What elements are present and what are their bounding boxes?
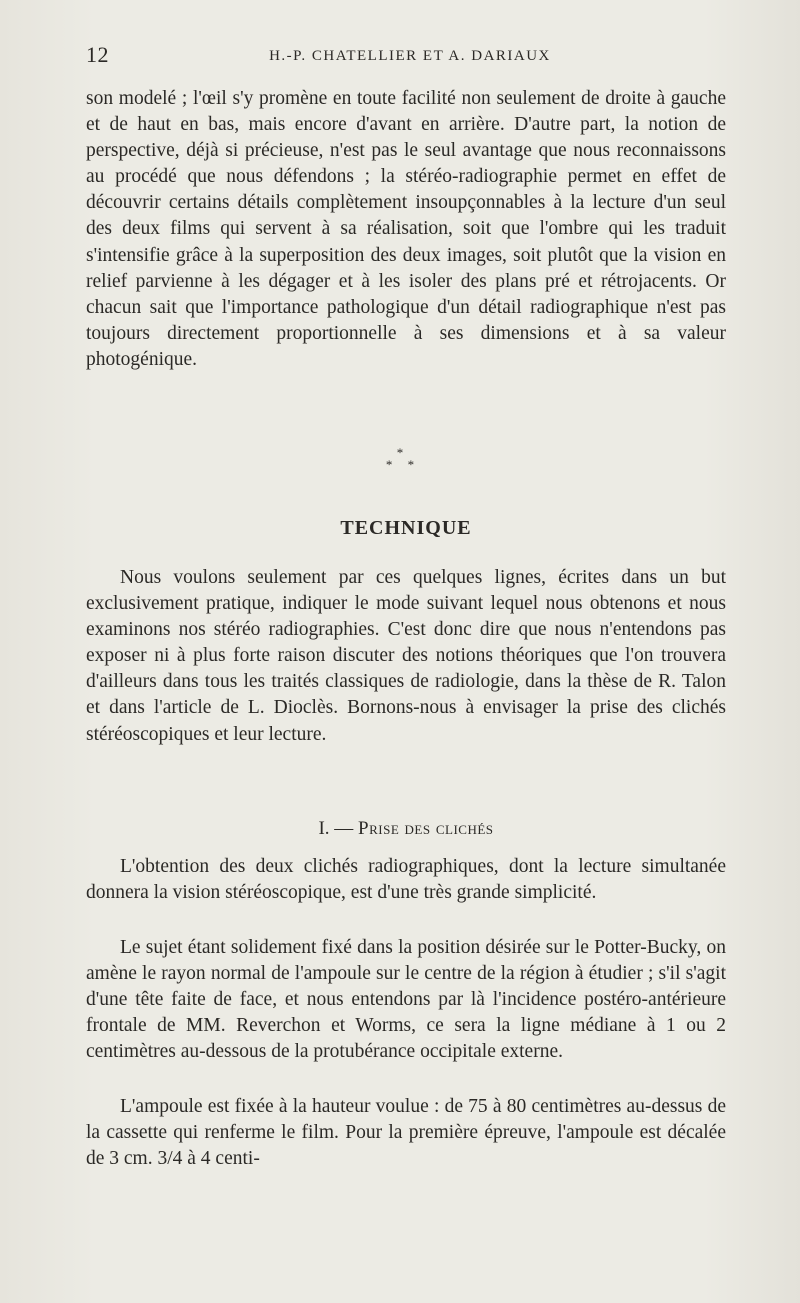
asterism-divider — [0, 447, 800, 471]
asterism-bottom: * * — [385, 457, 421, 472]
paragraph-subject: Le sujet étant solidement fixé dans la position désirée sur le Potter-Bucky, on amène le rayon normal de l'ampoule sur le centre de la région à étudier ; s'il s'agit d'une tête faite de face, et nous entendons par là l'incidence postéro-antérieure frontale de MM. Reverchon et Worms, ce sera la ligne médiane à 1 ou 2 centimètres au-dessous de la protubérance occipitale externe. — [86, 937, 726, 1063]
paragraph-intro: Nous voulons seulement par ces quelques lignes, écrites dans un but exclusivement pratique, indiquer le mode suivant lequel nous obtenons et nous examinons nos stéréo radiographies. C'est donc dire que nous n'entendons pas exposer ni à plus forte raison discuter des notions théoriques que l'on trouvera d'ailleurs dans tous les traités classiques de radiologie, dans la thèse de R. Talon et dans l'article de L. Dioclès. Bornons-nous à envisager la prise des clichés stéréoscopiques et leur lecture. — [86, 567, 726, 745]
subsection-heading — [0, 818, 800, 840]
running-head — [86, 42, 726, 72]
subsection-label: Prise des clichés — [358, 818, 494, 839]
page-number: 12 — [86, 42, 109, 67]
paragraph-ampoule: L'ampoule est fixée à la hauteur voulue : de 75 à 80 centimètres au-dessus de la cassette qui renferme le film. Pour la première épreuve, l'ampoule est décalée de 3 cm. 3/4 à 4 centi- — [86, 1096, 726, 1170]
running-title: H.-P. CHATELLIER ET A. DARIAUX — [269, 48, 551, 64]
subsection-number: I. — — [318, 818, 354, 839]
paragraph-continuation: son modelé ; l'œil s'y promène en toute facilité non seulement de droite à gauche et de haut en bas, mais encore d'avant en arrière. D'autre part, la notion de perspective, déjà si précieuse, n'est pas le seul avantage que nous reconnaissons au procédé que nous défendons ; la stéréo-radiographie permet en effet de découvrir certains détails complètement insoupçonnables à la lecture d'un seul des deux films qui servent à sa réalisation, soit que l'ombre qui les traduit s'intensifie grâce à la superposition des deux images, soit plutôt que la vision en relief parvienne à les dégager et à les isoler des plans pré et rétrojacents. Or chacun sait que l'importance pathologique d'un détail radiographique n'est pas toujours directement proportionnelle à ses dimensions et à sa valeur photogénique. — [86, 88, 726, 370]
section-heading: TECHNIQUE — [340, 517, 472, 539]
asterism-top: * — [396, 445, 404, 460]
paragraph-obtention: L'obtention des deux clichés radiographiques, dont la lecture simultanée donnera la vision stéréoscopique, est d'une très grande simplicité. — [86, 856, 726, 904]
